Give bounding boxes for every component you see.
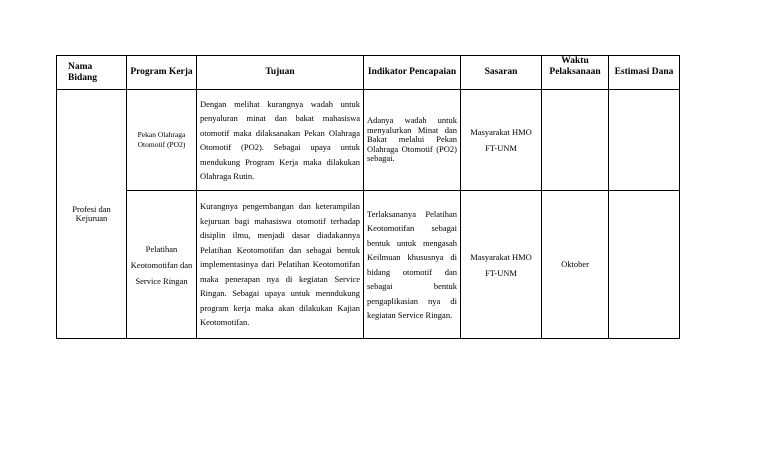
waktu-cell xyxy=(542,90,609,191)
sasaran-cell: Masyarakat HMO FT-UNM xyxy=(461,90,542,191)
tujuan-cell: Dengan melihat kurangnya wadah untuk penyaluran minat dan bakat mahasiswa otomotif maka dilaksanakan Pekan Olahraga Otomotif (PO2). Sebagai upaya untuk mendukung Program Kerja maka dilakukan Olahraga Rutin. xyxy=(197,90,364,191)
waktu-cell: Oktober xyxy=(542,191,609,339)
header-program-kerja: Program Kerja xyxy=(127,56,197,90)
table-row xyxy=(57,90,680,191)
tujuan-cell: Kurangnya pengembangan dan keterampilan kejuruan bagi mahasiswa otomotif terhadap disiplin ilmu, menjadi dasar diadakannya Pelatihan Keotomotifan dan sebagai bentuk implementasinya dari Pelatihan Keotomotifan maka penerapan nya di kegiatan Service Ringan. Sebagai upaya untuk menndukung program kerja maka akan dilakukan Kajian Keotomotifan. xyxy=(197,191,364,339)
sasaran-cell: Masyarakat HMO FT-UNM xyxy=(461,191,542,339)
header-nama-bidang: Nama Bidang xyxy=(57,56,127,90)
estimasi-cell xyxy=(609,191,680,339)
program-kerja-table xyxy=(56,55,680,339)
table-row xyxy=(57,191,680,339)
program-cell: Pekan Olahraga Otomotif (PO2) xyxy=(127,90,197,191)
bidang-cell: Profesi dan Kejuruan xyxy=(57,90,127,339)
header-estimasi: Estimasi Dana xyxy=(609,56,680,90)
header-indikator: Indikator Pencapaian xyxy=(364,56,461,90)
estimasi-cell xyxy=(609,90,680,191)
header-sasaran: Sasaran xyxy=(461,56,542,90)
indikator-cell: Adanya wadah untuk menyalurkan Minat dan Bakat melalui Pekan Olahraga Otomotif (PO2) sebagai. xyxy=(364,90,461,191)
header-waktu: Waktu Pelaksanaan xyxy=(542,56,609,90)
indikator-cell: Terlaksananya Pelatihan Keotomotifan sebagai bentuk untuk mengasah Keilmuan khususnya di bidang otomotif dan sebagai bentuk pengaplikasian nya di kegiatan Service Ringan. xyxy=(364,191,461,339)
header-tujuan: Tujuan xyxy=(197,56,364,90)
header-row xyxy=(57,56,680,90)
program-cell: Pelatihan Keotomotifan dan Service Ringan xyxy=(127,191,197,339)
